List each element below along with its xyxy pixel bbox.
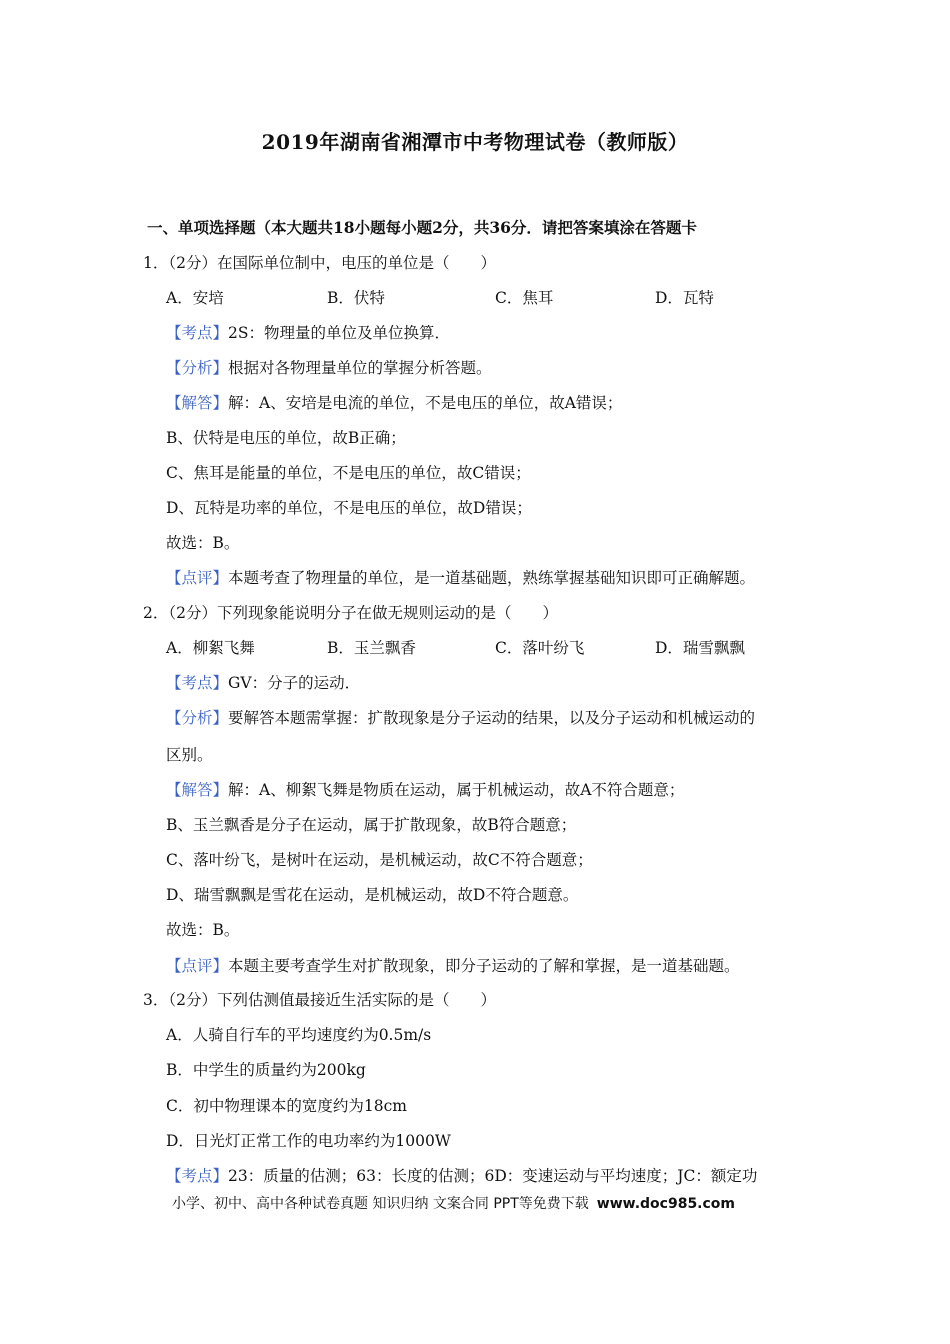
q3-kaodian (166, 1166, 757, 1186)
dianping-tag: 【点评】 (166, 569, 229, 587)
footer-site: www.doc985.com (596, 1196, 736, 1212)
fenxi-tag: 【分析】 (166, 709, 229, 727)
q2-jieda (166, 780, 684, 800)
q2-fenxi-text: 要解答本题需掌握：扩散现象是分子运动的结果，以及分子运动和机械运动的 (228, 709, 756, 727)
kaodian-tag: 【考点】 (166, 324, 229, 342)
q3-kaodian-text: 23：质量的估测；63：长度的估测；6D：变速运动与平均速度；JC：额定功 (228, 1167, 758, 1185)
q2-fenxi (166, 708, 755, 728)
q1-answer: 故选：B。 (166, 534, 240, 552)
kaodian-tag: 【考点】 (166, 674, 229, 692)
q2-solution-line: D、瑞雪飘飘是雪花在运动，是机械运动，故D不符合题意。 (166, 886, 579, 904)
q1-fenxi (166, 358, 492, 378)
q2-jieda-text: 解：A、柳絮飞舞是物质在运动，属于机械运动，故A不符合题意； (228, 781, 685, 799)
q1-option-c: C．焦耳 (495, 289, 554, 307)
question-2-stem: 2．（2分）下列现象能说明分子在做无规则运动的是（ ） (143, 604, 558, 622)
jieda-tag: 【解答】 (166, 781, 229, 799)
q1-fenxi-text: 根据对各物理量单位的掌握分析答题。 (228, 359, 492, 377)
q1-solution-line: D、瓦特是功率的单位，不是电压的单位，故D错误； (166, 499, 532, 517)
jieda-tag: 【解答】 (166, 394, 229, 412)
q3-option-c: C．初中物理课本的宽度约为18cm (166, 1097, 407, 1115)
q2-option-d: D．瑞雪飘飘 (655, 639, 745, 657)
q1-dianping (166, 568, 755, 588)
q1-dianping-text: 本题考查了物理量的单位，是一道基础题，熟练掌握基础知识即可正确解题。 (228, 569, 756, 587)
q1-option-d: D．瓦特 (655, 289, 714, 307)
q1-kaodian-text: 2S：物理量的单位及单位换算． (228, 324, 450, 342)
q2-answer: 故选：B。 (166, 921, 240, 939)
question-1-stem: 1．（2分）在国际单位制中，电压的单位是（ ） (143, 254, 496, 272)
q2-fenxi-continued: 区别。 (166, 746, 213, 764)
q1-jieda-text: 解：A、安培是电流的单位，不是电压的单位，故A错误； (228, 394, 623, 412)
fenxi-tag: 【分析】 (166, 359, 229, 377)
dianping-tag: 【点评】 (166, 957, 229, 975)
q2-dianping-text: 本题主要考查学生对扩散现象，即分子运动的了解和掌握，是一道基础题。 (228, 957, 740, 975)
q3-option-a: A．人骑自行车的平均速度约为0.5m/s (166, 1026, 432, 1044)
q2-option-b: B．玉兰飘香 (327, 639, 416, 657)
q2-dianping (166, 956, 740, 976)
q1-option-b: B．伏特 (327, 289, 385, 307)
q1-solution-line: C、焦耳是能量的单位，不是电压的单位，故C错误； (166, 464, 531, 482)
q2-kaodian-text: GV：分子的运动． (228, 674, 361, 692)
q2-solution-line: C、落叶纷飞，是树叶在运动，是机械运动，故C不符合题意； (166, 851, 593, 869)
q2-kaodian (166, 673, 360, 693)
kaodian-tag: 【考点】 (166, 1167, 229, 1185)
q2-option-c: C．落叶纷飞 (495, 639, 585, 657)
q1-jieda (166, 393, 622, 413)
question-3-stem: 3．（2分）下列估测值最接近生活实际的是（ ） (143, 991, 496, 1009)
q2-solution-line: B、玉兰飘香是分子在运动，属于扩散现象，故B符合题意； (166, 816, 577, 834)
page-footer (172, 1193, 735, 1213)
page-title: 2019年湖南省湘潭市中考物理试卷（教师版） (261, 130, 689, 154)
q3-option-d: D．日光灯正常工作的电功率约为1000W (166, 1132, 451, 1150)
footer-text: 小学、初中、高中各种试卷真题 知识归纳 文案合同 PPT等免费下载 (172, 1196, 589, 1212)
q3-option-b: B．中学生的质量约为200kg (166, 1061, 366, 1079)
section-heading: 一、单项选择题（本大题共18小题每小题2分，共36分．请把答案填涂在答题卡 (147, 218, 697, 237)
q1-option-a: A．安培 (166, 289, 224, 307)
q1-solution-line: B、伏特是电压的单位，故B正确； (166, 429, 406, 447)
q1-kaodian (166, 323, 450, 343)
q2-option-a: A．柳絮飞舞 (166, 639, 255, 657)
